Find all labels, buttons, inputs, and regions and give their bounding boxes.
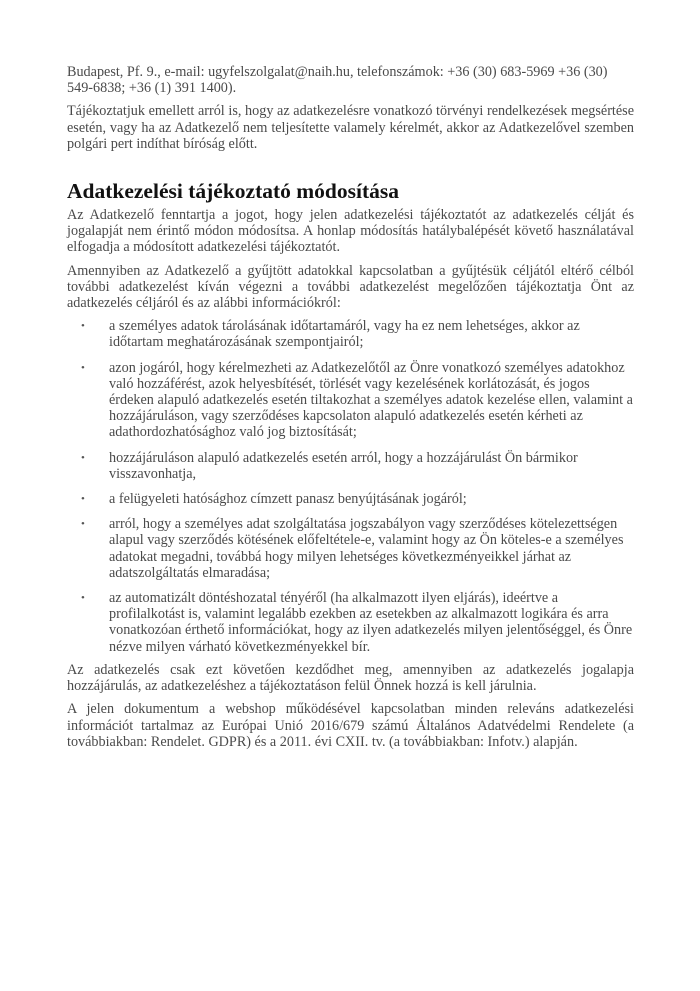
list-item-text: hozzájáruláson alapuló adatkezelés esetén arról, hogy a hozzájárulást Ön bármikor visszavonhatja, xyxy=(109,449,578,482)
list-item-text: arról, hogy a személyes adat szolgáltatása jogszabályon vagy szerződéses kötelezettségen alapul vagy szerződés kötésének előfeltétele-e, valamint hogy az Ön köteles-e a személyes adatokat megadni, továbbá hogy milyen lehetséges következményeikkel járhat az adatszolgáltatás elmaradása; xyxy=(109,516,624,581)
list-item-text: azon jogáról, hogy kérelmezheti az Adatkezelőtől az Önre vonatkozó személyes adatokhoz való hozzáférést, azok helyesbítését, törlését vagy kezelésének korlátozását, és jogos érdeken alapuló adatkezelés esetén tiltakozhat a személyes adatok kezelése ellen, valamint a hozzájáruláson, vagy szerződéses kapcsolaton alapuló adatkezelés esetén kérheti az adathordozhatósághoz való jog biztosítását; xyxy=(109,359,633,441)
bullet-icon: • xyxy=(81,361,85,374)
information-list xyxy=(67,318,634,655)
list-item xyxy=(67,491,634,507)
section-heading: Adatkezelési tájékoztató módosítása xyxy=(67,179,400,204)
bullet-icon: • xyxy=(81,320,85,333)
gdpr-paragraph: A jelen dokumentum a webshop működésével kapcsolatban minden releváns adatkezelési információt tartalmaz az Európai Unió 2016/679 számú Általános Adatvédelmi Rendelete (a továbbiakban: Rendelet. GDPR) és a 2011. évi CXII. tv. (a továbbiakban: Infotv.) alapján. xyxy=(67,701,634,750)
list-item xyxy=(67,318,634,350)
civil-lawsuit-paragraph: Tájékoztatjuk emellett arról is, hogy az adatkezelésre vonatkozó törvényi rendelkezések megsértése esetén, vagy ha az Adatkezelő nem teljesítette valamely kérelmét, akkor az Adatkezelővel szemben polgári pert indíthat bíróság előtt. xyxy=(67,103,634,152)
bullet-icon: • xyxy=(81,518,85,531)
bullet-icon: • xyxy=(81,493,85,506)
further-processing-paragraph: Amennyiben az Adatkezelő a gyűjtött adatokkal kapcsolatban a gyűjtésük céljától eltérő célból további adatkezelést kíván végezni a további adatkezelést megelőzően tájékoztatja Önt az adatkezelés céljáról és az alábbi információkról: xyxy=(67,262,634,312)
modification-paragraph: Az Adatkezelő fenntartja a jogot, hogy jelen adatkezelési tájékoztatót az adatkezelés célját és jogalapját nem érintő módon módosítsa. A honlap módosítás hatálybalépését követő használatával elfogadja a módosított adatkezelési tájékoztatót. xyxy=(67,207,634,256)
list-item-text: az automatizált döntéshozatal tényéről (ha alkalmazott ilyen eljárás), ideértve a profilalkotást is, valamint legalább ezekben az esetekben az alkalmazott logikára és arra vonatkozóan érthető információkat, hogy az ilyen adatkezelés milyen jelentőséggel, és Önre nézve milyen várható következményekkel bír. xyxy=(109,590,633,655)
list-item xyxy=(67,450,634,482)
list-item xyxy=(67,590,634,655)
consent-paragraph: Az adatkezelés csak ezt követően kezdődhet meg, amennyiben az adatkezelés jogalapja hozzájárulás, az adatkezeléshez a tájékoztatáson felül Önnek hozzá is kell járulnia. xyxy=(67,661,634,695)
bullet-icon: • xyxy=(81,592,85,605)
list-item xyxy=(67,516,634,581)
list-item-text: a személyes adatok tárolásának időtartamáról, vagy ha ez nem lehetséges, akkor az időtartam meghatározásának szempontjairól; xyxy=(109,318,580,351)
contact-paragraph: Budapest, Pf. 9., e-mail: ugyfelszolgalat@naih.hu, telefonszámok: +36 (30) 683-5969 +36 (30) 549-6838; +36 (1) 391 1400). xyxy=(67,64,608,97)
document-page xyxy=(67,64,634,757)
list-item xyxy=(67,360,634,441)
list-item-text: a felügyeleti hatósághoz címzett panasz benyújtásának jogáról; xyxy=(109,491,467,508)
bullet-icon: • xyxy=(81,451,85,464)
